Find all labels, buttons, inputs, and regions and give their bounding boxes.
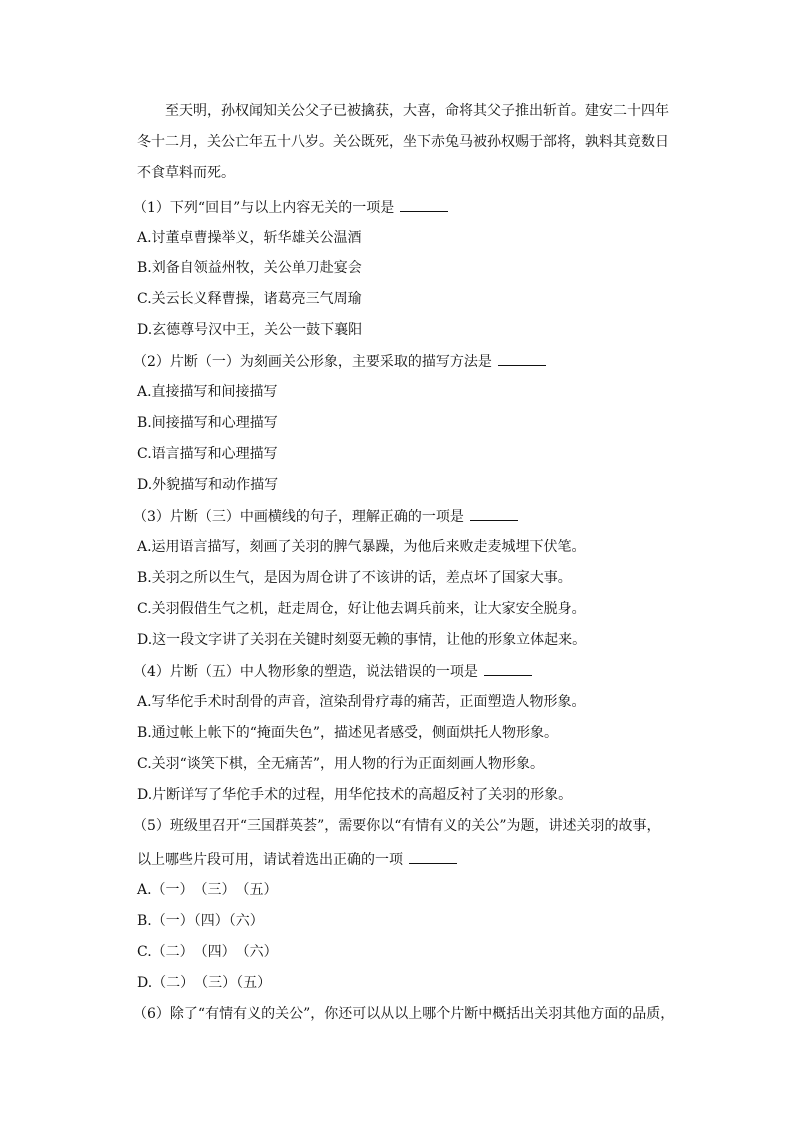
question-2-option-b: B.间接描写和心理描写 (137, 415, 278, 431)
question-3-option-c: C.关羽假借生气之机，赶走周仓，好让他去调兵前来，让大家安全脱身。 (137, 601, 586, 617)
answer-blank-3 (470, 506, 518, 521)
question-1-option-a: A.讨董卓曹操举义，斩华雄关公温酒 (137, 230, 362, 246)
question-5-text: 以上哪些片段可用，请试着选出正确的一项 (137, 852, 403, 868)
question-4-prompt (133, 661, 532, 682)
question-6-prompt: （6）除了“有情有义的关公”，你还可以从以上哪个片断中概括出关羽其他方面的品质， (133, 1006, 675, 1022)
answer-blank-5 (409, 849, 457, 864)
question-5-option-b: B.（一）（四）（六） (137, 913, 264, 929)
question-2-option-d: D.外貌描写和动作描写 (137, 477, 279, 493)
question-1-option-d: D.玄德尊号汉中王，关公一鼓下襄阳 (137, 322, 363, 338)
question-5-prompt-line-2 (137, 849, 457, 870)
question-1-option-c: C.关云长义释曹操，诸葛亮三气周瑜 (137, 291, 362, 307)
question-2-option-a: A.直接描写和间接描写 (137, 384, 278, 400)
question-5-option-a: A.（一） （三） （五） (137, 882, 278, 898)
question-1-text: （1）下列“回目”与以上内容无关的一项是 (133, 200, 395, 216)
answer-blank-1 (400, 197, 448, 212)
passage-line-1: 至天明，孙权闻知关公父子已被擒获，大喜，命将其父子推出斩首。建安二十四年 (165, 103, 669, 119)
question-5-prompt-line-1: （5）班级里召开“三国群英荟”，需要你以“有情有义的关公”为题，讲述关羽的故事， (133, 818, 661, 834)
question-3-option-b: B.关羽之所以生气，是因为周仓讲了不该讲的话，差点坏了国家大事。 (137, 570, 572, 586)
passage-line-2: 冬十二月，关公亡年五十八岁。关公既死，坐下赤兔马被孙权赐于部将，孰料其竟数日 (137, 134, 669, 150)
question-2-text: （2）片断（一）为刻画关公形象，主要采取的描写方法是 (133, 354, 492, 370)
question-4-option-c: C.关羽“谈笑下棋，全无痛苦”，用人物的行为正面刻画人物形象。 (137, 756, 544, 772)
question-1-option-b: B.刘备自领益州牧，关公单刀赴宴会 (137, 260, 362, 276)
question-3-prompt (133, 506, 518, 527)
answer-blank-2 (498, 351, 546, 366)
question-3-option-d: D.这一段文字讲了关羽在关键时刻耍无赖的事情，让他的形象立体起来。 (137, 632, 587, 648)
question-3-text: （3）片断（三）中画横线的句子，理解正确的一项是 (133, 509, 464, 525)
question-2-prompt (133, 351, 546, 372)
passage-line-3: 不食草料而死。 (137, 165, 235, 181)
question-4-option-a: A.写华佗手术时刮骨的声音，渲染刮骨疗毒的痛苦，正面塑造人物形象。 (137, 694, 586, 710)
question-3-option-a: A.运用语言描写，刻画了关羽的脾气暴躁，为他后来败走麦城埋下伏笔。 (137, 539, 586, 555)
question-4-text: （4）片断（五）中人物形象的塑造，说法错误的一项是 (133, 664, 478, 680)
question-5-option-c: C.（二） （四） （六） (137, 944, 278, 960)
question-4-option-d: D.片断详写了华佗手术的过程，用华佗技术的高超反衬了关羽的形象。 (137, 787, 573, 803)
question-1-prompt (133, 197, 448, 218)
question-4-option-b: B.通过帐上帐下的“掩面失色”，描述见者感受，侧面烘托人物形象。 (137, 725, 559, 741)
question-5-option-d: D.（二） （三）（五） (137, 975, 272, 991)
answer-blank-4 (484, 661, 532, 676)
question-2-option-c: C.语言描写和心理描写 (137, 446, 278, 462)
